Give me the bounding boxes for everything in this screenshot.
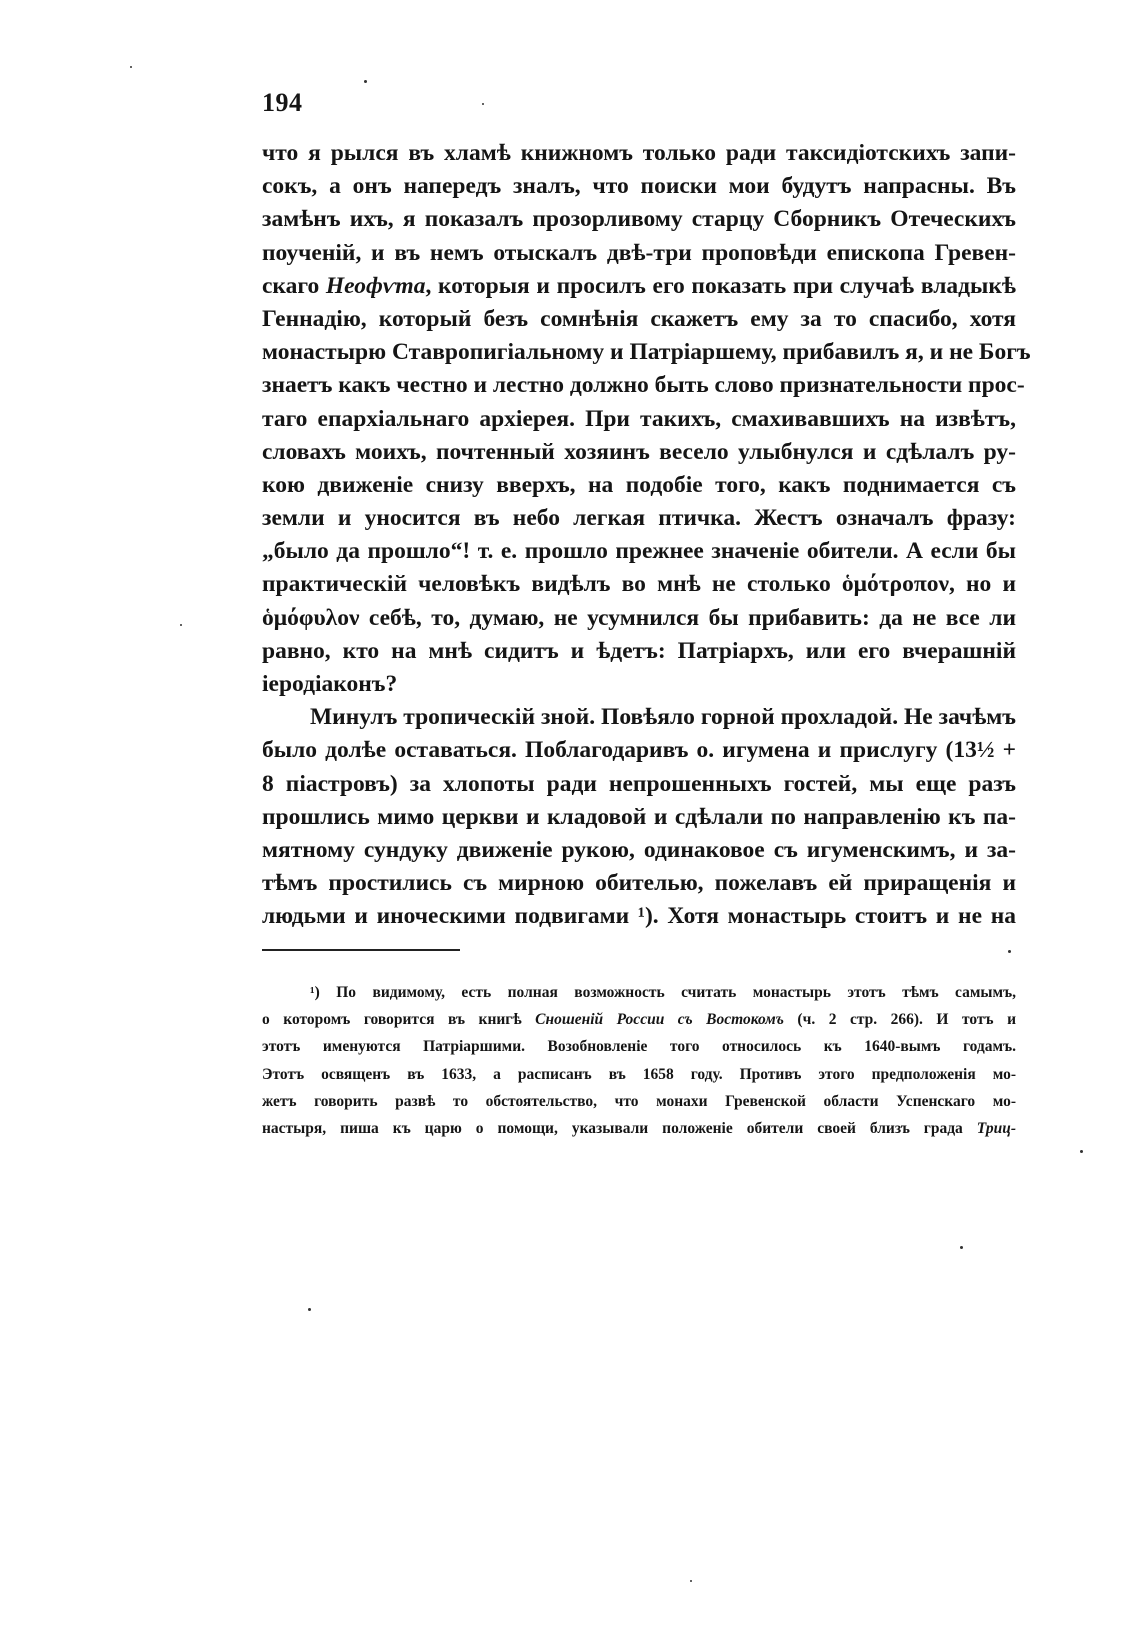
body-line: знаетъ какъ честно и лестно должно быть слово признательности прос-	[262, 372, 1025, 399]
scan-speck	[1080, 1150, 1083, 1153]
main-text	[262, 137, 1031, 934]
body-line: что я рылся въ хламѣ книжномъ только ради таксидіотскихъ запи-	[262, 140, 1016, 166]
scan-speck	[1008, 950, 1011, 953]
scan-speck	[364, 80, 367, 83]
body-line: монастырю Ставропигіальному и Патріаршему, прибавилъ я, и не Богъ	[262, 339, 1031, 366]
body-line: словахъ моихъ, почтенный хозяинъ весело улыбнулся и сдѣлалъ ру-	[262, 438, 1016, 465]
footnote-line: ¹) По видимому, есть полная возможность считать монастырь этотъ тѣмъ самымъ,	[310, 984, 1016, 1001]
footnote	[262, 979, 1016, 1142]
body-line: мятному сундуку движеніе рукою, одинаковое съ игуменскимъ, и за-	[262, 836, 1016, 863]
scan-speck	[180, 624, 182, 626]
scan-speck	[130, 66, 132, 68]
scan-speck	[960, 1246, 963, 1249]
body-line: сокъ, а онъ напередъ зналъ, что поиски мои будутъ напрасны. Въ	[262, 173, 1016, 200]
body-line: Минулъ тропическій зной. Повѣяло горной прохладой. Не зачѣмъ	[310, 704, 1016, 731]
body-line: іеродіаконъ?	[262, 671, 398, 697]
body-line: земли и уносится въ небо легкая птичка. Жестъ означалъ фразу:	[262, 505, 1016, 532]
body-line: Геннадію, который безъ сомнѣнія скажетъ ему за то спасибо, хотя	[262, 305, 1016, 332]
body-line: было долѣе оставаться. Поблагодаривъ о. игумена и прислугу (13½ +	[262, 737, 1016, 764]
footnote-line: Этотъ освященъ въ 1633, а расписанъ въ 1658 году. Противъ этого предположенія мо-	[262, 1065, 1016, 1083]
body-line: поученій, и въ немъ отыскалъ двѣ-три проповѣди епископа Гревен-	[262, 239, 1016, 266]
footnote-separator	[262, 949, 460, 951]
italic-text: Триц-	[976, 1119, 1016, 1137]
body-line: таго епархіальнаго архіерея. При такихъ, смахивавшихъ на извѣтъ,	[262, 405, 1016, 432]
body-line: людьми и иноческими подвигами ¹). Хотя монастырь стоитъ и не на	[262, 903, 1016, 930]
body-line: „было да прошло“! т. е. прошло прежнее значеніе обители. А если бы	[262, 538, 1016, 565]
footnote-line: настыря, пиша къ царю о помощи, указывали положеніе обители своей близъ града Триц-	[262, 1119, 1016, 1137]
body-line: ὁμόφυλον себѣ, то, думаю, не усумнился бы прибавить: да не все ли	[262, 604, 1016, 631]
italic-text: Сношеній России съ Востокомъ	[535, 1011, 784, 1029]
body-line: 8 піастровъ) за хлопоты ради непрошенныхъ гостей, мы еще разъ	[262, 770, 1016, 797]
footnote-line: жетъ говорить развѣ то обстоятельство, что монахи Гревенской области Успенскаго мо-	[262, 1092, 1016, 1110]
scan-speck	[308, 1308, 311, 1311]
body-line: равно, кто на мнѣ сидитъ и ѣдетъ: Патріархъ, или его вчерашній	[262, 637, 1016, 664]
body-line: тѣмъ простились съ мирною обителью, пожелавъ ей приращенія и	[262, 870, 1016, 897]
body-line: скаго Неофѵта, которыя и просилъ его показать при случаѣ владыкѣ	[262, 272, 1017, 299]
body-line: кою движеніе снизу вверхъ, на подобіе того, какъ поднимается съ	[262, 471, 1016, 498]
scan-speck	[482, 103, 484, 105]
footnote-line: о которомъ говорится въ книгѣ Сношеній России съ Востокомъ (ч. 2 стр. 266). И тотъ и	[262, 1011, 1017, 1029]
body-line: практическій человѣкъ видѣлъ во мнѣ не столько ὁμότροπον, но и	[262, 571, 1016, 598]
italic-text: Неофѵта	[325, 272, 426, 299]
body-line: прошлись мимо церкви и кладовой и сдѣлали по направленію къ па-	[262, 803, 1016, 830]
body-line: замѣнъ ихъ, я показалъ прозорливому старцу Сборникъ Отеческихъ	[262, 206, 1016, 233]
page-number: 194	[262, 88, 303, 117]
footnote-line: этотъ именуются Патріаршими. Возобновленіе того относилось къ 1640-вымъ годамъ.	[262, 1038, 1016, 1056]
scan-speck	[690, 1580, 692, 1582]
